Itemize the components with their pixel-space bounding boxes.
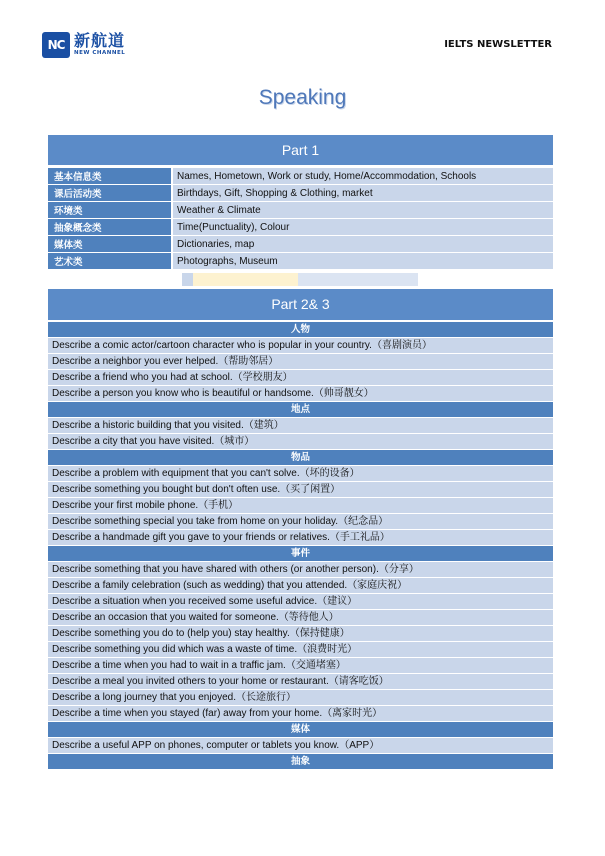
part1-row	[48, 236, 553, 253]
section-category: 人物	[48, 322, 553, 338]
part23-list	[48, 322, 553, 770]
part1-row	[48, 185, 553, 202]
topic-item: Describe a meal you invited others to your home or restaurant.（请客吃饭）	[48, 674, 553, 690]
part1-category: 基本信息类	[48, 168, 172, 185]
topic-item: Describe something you do to (help you) stay healthy.（保持健康）	[48, 626, 553, 642]
topic-item: Describe a problem with equipment that you can't solve.（坏的设备）	[48, 466, 553, 482]
part1-row	[48, 202, 553, 219]
section-category: 物品	[48, 450, 553, 466]
decorative-strip	[298, 273, 418, 286]
part1-table	[48, 168, 553, 270]
topic-item: Describe something that you have shared with others (or another person).（分享）	[48, 562, 553, 578]
decorative-strip	[193, 273, 298, 286]
topic-item: Describe a situation when you received some useful advice.（建议）	[48, 594, 553, 610]
logo-text	[74, 33, 125, 57]
topic-item: Describe a handmade gift you gave to your friends or relatives.（手工礼品）	[48, 530, 553, 546]
topic-item: Describe a historic building that you visited.（建筑）	[48, 418, 553, 434]
topic-item: Describe a person you know who is beautiful or handsome.（帅哥靓女）	[48, 386, 553, 402]
topic-item: Describe an occasion that you waited for someone.（等待他人）	[48, 610, 553, 626]
part1-category: 环境类	[48, 202, 172, 219]
page-title: Speaking	[258, 86, 347, 109]
logo-english-name: NEW CHANNEL	[74, 50, 126, 57]
part1-row	[48, 168, 553, 185]
section-category: 事件	[48, 546, 553, 562]
part1-row	[48, 253, 553, 270]
part1-topics: Time(Punctuality), Colour	[172, 219, 553, 236]
section-category: 抽象	[48, 754, 553, 770]
part1-topics: Birthdays, Gift, Shopping & Clothing, market	[172, 185, 553, 202]
topic-item: Describe a friend who you had at school.（学校朋友）	[48, 370, 553, 386]
part23-heading: Part 2& 3	[48, 289, 553, 320]
topic-item: Describe your first mobile phone.（手机）	[48, 498, 553, 514]
part1-topics: Photographs, Museum	[172, 253, 553, 270]
topic-item: Describe a city that you have visited.（城市）	[48, 434, 553, 450]
topic-item: Describe a long journey that you enjoyed.（长途旅行）	[48, 690, 553, 706]
topic-item: Describe a time when you had to wait in a traffic jam.（交通堵塞）	[48, 658, 553, 674]
section-category: 地点	[48, 402, 553, 418]
topic-item: Describe a comic actor/cartoon character who is popular in your country.（喜剧演员）	[48, 338, 553, 354]
section-category: 媒体	[48, 722, 553, 738]
part1-row	[48, 219, 553, 236]
logo-mark: NC	[42, 32, 70, 58]
topic-item: Describe a time when you stayed (far) away from your home.（离家时光）	[48, 706, 553, 722]
topic-item: Describe a neighbor you ever helped.（帮助邻居）	[48, 354, 553, 370]
part1-heading: Part 1	[48, 135, 553, 165]
topic-item: Describe something special you take from home on your holiday.（纪念品）	[48, 514, 553, 530]
part1-category: 媒体类	[48, 236, 172, 253]
part1-category: 抽象概念类	[48, 219, 172, 236]
decorative-strip	[182, 273, 193, 286]
topic-item: Describe something you bought but don't often use.（买了闲置）	[48, 482, 553, 498]
topic-item: Describe a family celebration (such as wedding) that you attended.（家庭庆祝）	[48, 578, 553, 594]
brand-logo	[42, 32, 125, 58]
part1-category: 艺术类	[48, 253, 172, 270]
part1-topics: Names, Hometown, Work or study, Home/Accommodation, Schools	[172, 168, 553, 185]
part1-topics: Dictionaries, map	[172, 236, 553, 253]
topic-item: Describe something you did which was a waste of time.（浪费时光）	[48, 642, 553, 658]
part1-topics: Weather & Climate	[172, 202, 553, 219]
part1-category: 课后活动类	[48, 185, 172, 202]
logo-chinese-name: 新航道	[74, 31, 126, 51]
topic-item: Describe a useful APP on phones, computer or tablets you know.（APP）	[48, 738, 553, 754]
newsletter-label: IELTS NEWSLETTER	[444, 39, 552, 50]
